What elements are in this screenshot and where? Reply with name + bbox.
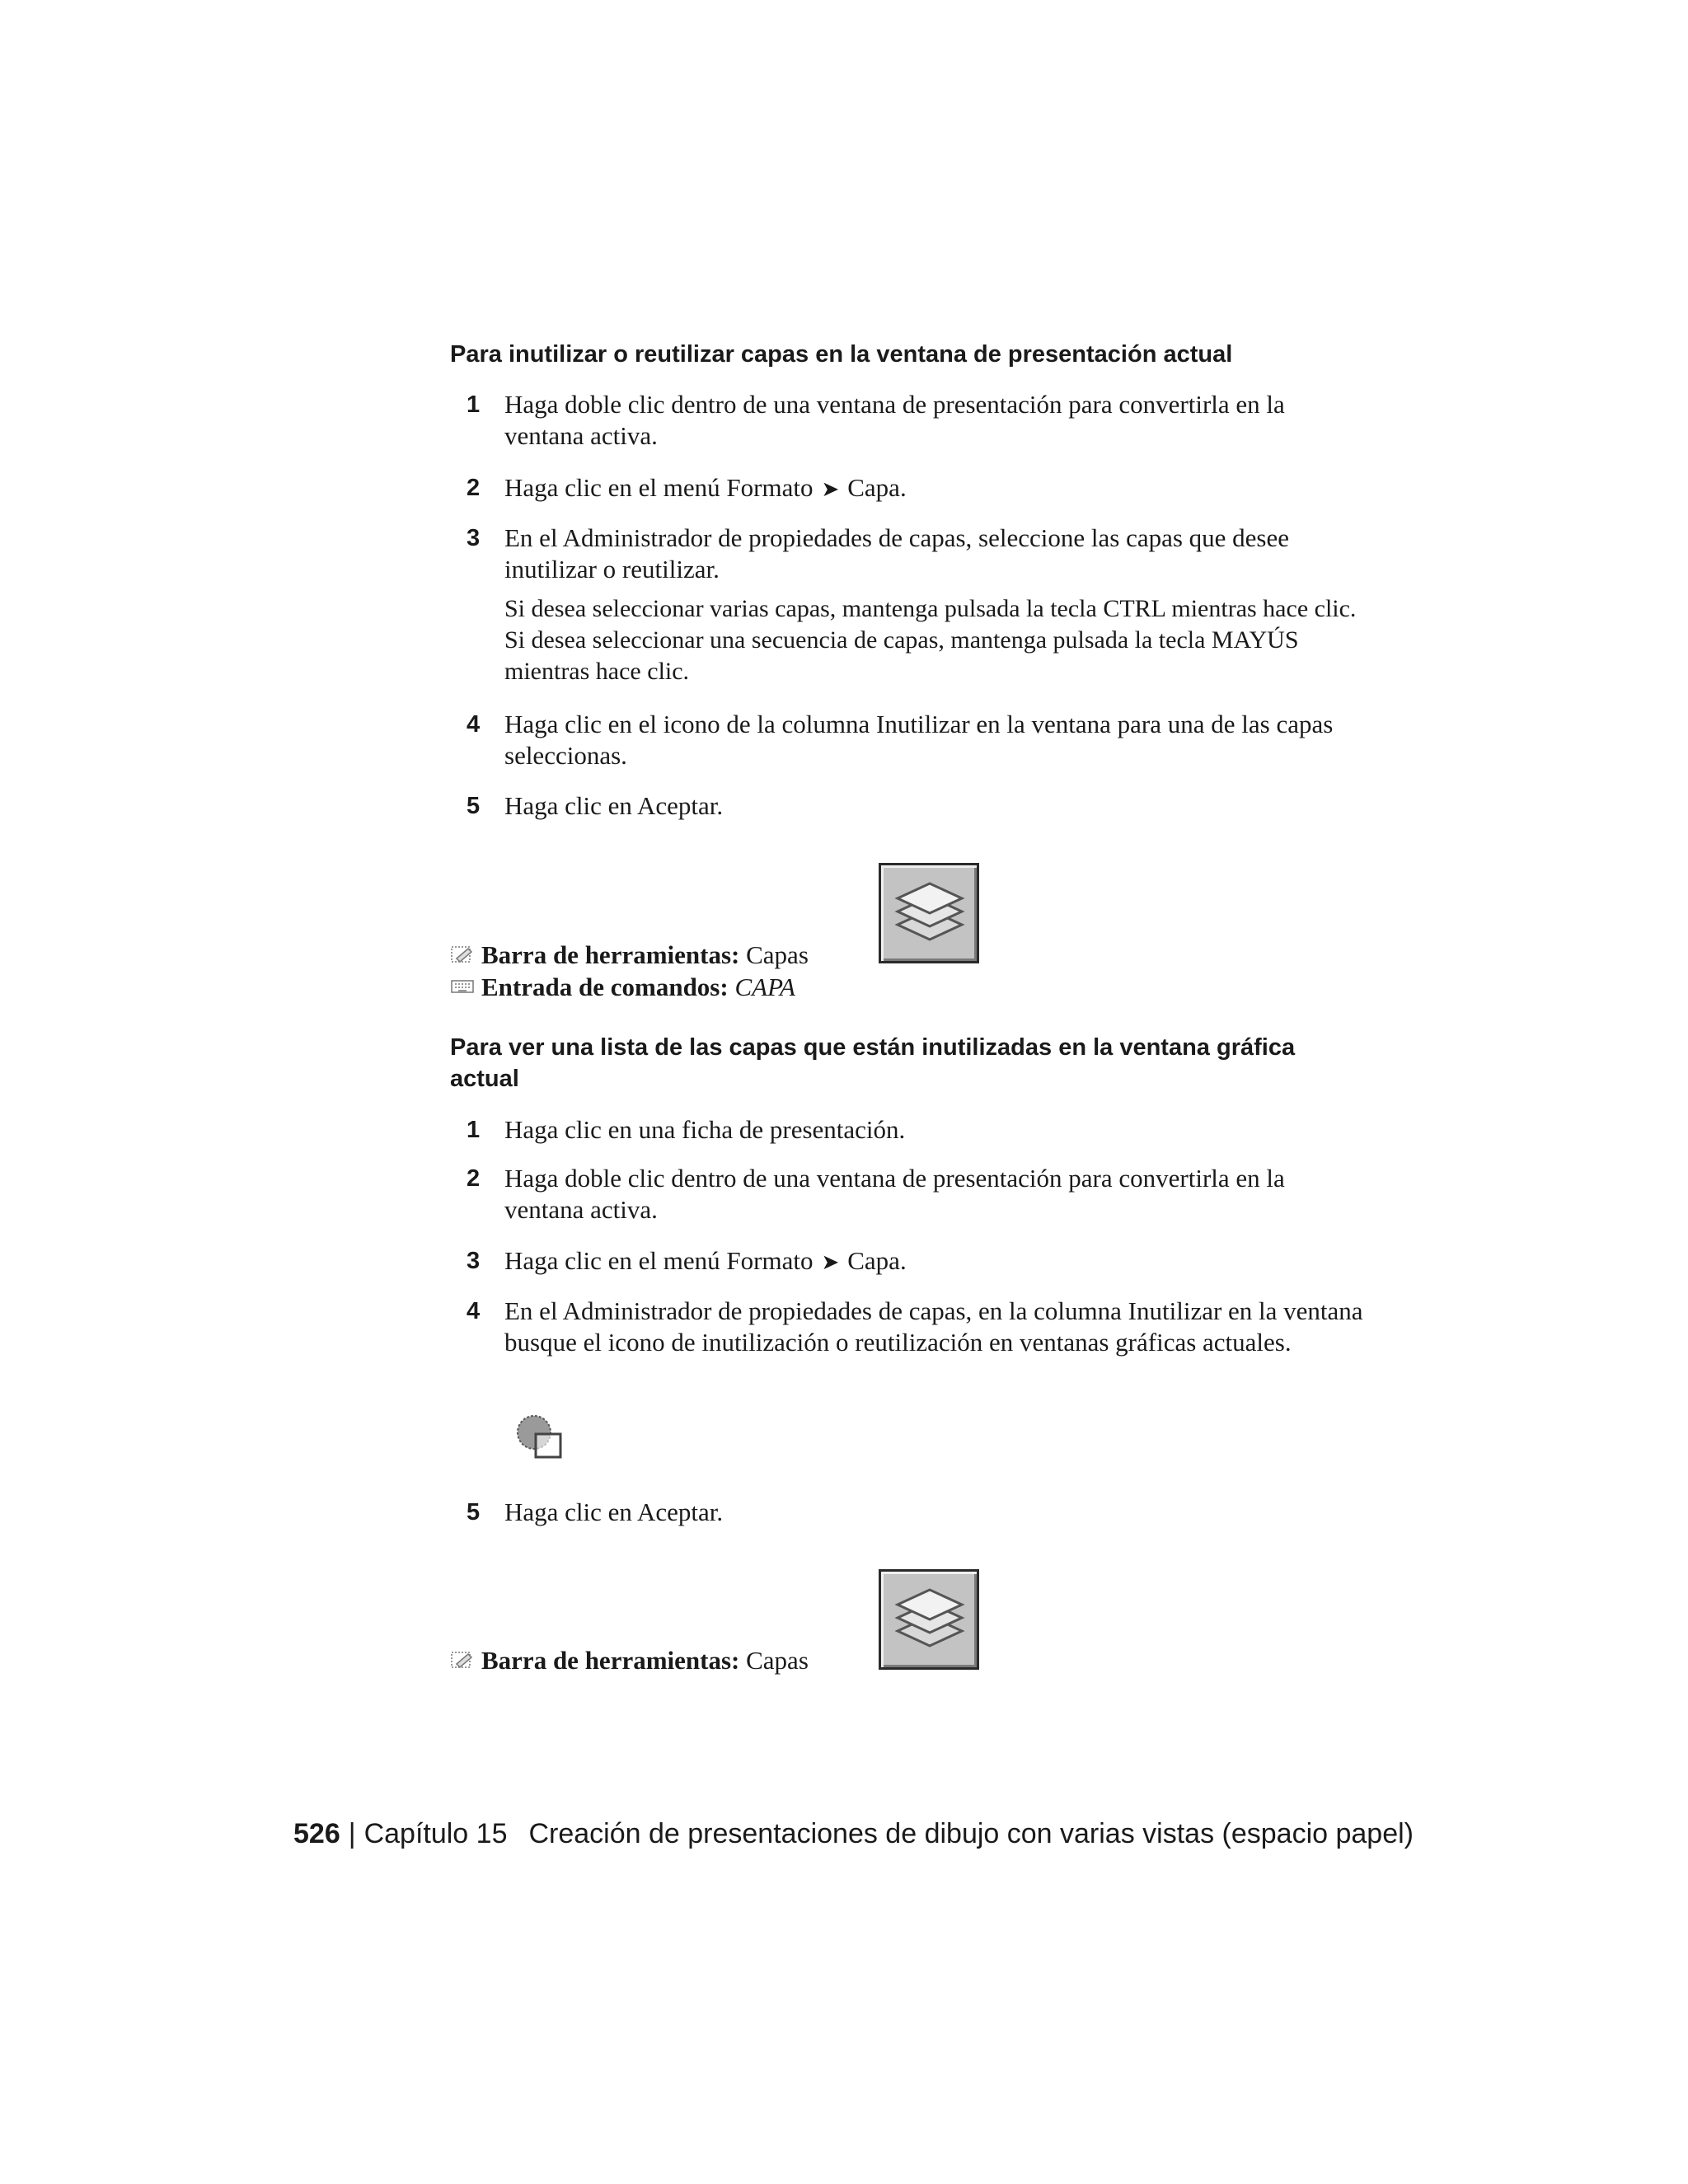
step-text: En el Administrador de propiedades de capas, en la columna Inutilizar en la ventana busque el icono de inutilización o reutilización en ventanas gráficas actuales. bbox=[504, 1296, 1363, 1357]
toolbar-reference-2 bbox=[450, 1645, 809, 1676]
step-text-before: Haga clic en el menú Formato bbox=[504, 1246, 814, 1275]
step-number: 5 bbox=[467, 1499, 481, 1526]
toolbar-icon bbox=[450, 1649, 475, 1671]
footer-separator: | bbox=[348, 1818, 356, 1849]
step-text: En el Administrador de propiedades de capas, seleccione las capas que desee inutilizar o reutilizar. bbox=[504, 523, 1290, 583]
freeze-viewport-icon bbox=[514, 1411, 567, 1462]
step-number: 3 bbox=[467, 525, 481, 551]
step-text: Haga clic en Aceptar. bbox=[504, 791, 724, 820]
toolbar-value: Capas bbox=[746, 1646, 809, 1675]
step-number: 4 bbox=[467, 1298, 481, 1324]
step-number: 1 bbox=[467, 391, 481, 418]
step-text-after: Capa. bbox=[847, 473, 907, 502]
step-number: 2 bbox=[467, 475, 481, 501]
keyboard-icon bbox=[450, 976, 475, 997]
step-text bbox=[504, 472, 1370, 505]
step-text: Haga doble clic dentro de una ventana de presentación para convertirla en la ventana activa. bbox=[504, 1164, 1285, 1224]
step-text: Haga clic en Aceptar. bbox=[504, 1497, 724, 1526]
step-text-after: Capa. bbox=[847, 1246, 907, 1275]
toolbar-reference-1 bbox=[450, 940, 809, 971]
step-text: Haga doble clic dentro de una ventana de presentación para convertirla en la ventana activa. bbox=[504, 390, 1285, 450]
page-footer bbox=[293, 1816, 1414, 1852]
layers-icon bbox=[891, 1583, 968, 1659]
chapter-title: Creación de presentaciones de dibujo con varias vistas (espacio papel) bbox=[528, 1818, 1414, 1849]
step-number: 5 bbox=[467, 793, 481, 819]
page-number: 526 bbox=[293, 1818, 340, 1849]
layers-toolbar-button[interactable] bbox=[879, 863, 979, 963]
toolbar-label: Barra de herramientas: bbox=[481, 1646, 740, 1675]
step-text-before: Haga clic en el menú Formato bbox=[504, 473, 814, 502]
toolbar-value: Capas bbox=[746, 940, 809, 969]
menu-arrow-icon: ➤ bbox=[821, 1250, 840, 1274]
step-number: 4 bbox=[467, 711, 481, 738]
step-number: 2 bbox=[467, 1165, 481, 1192]
toolbar-label: Barra de herramientas: bbox=[481, 940, 740, 969]
step-text bbox=[504, 1245, 1370, 1278]
toolbar-icon bbox=[450, 944, 475, 965]
layers-toolbar-button[interactable] bbox=[879, 1569, 979, 1670]
step-text: Haga clic en el icono de la columna Inutilizar en la ventana para una de las capas seleccionas. bbox=[504, 710, 1334, 770]
command-label: Entrada de comandos: bbox=[481, 972, 729, 1001]
chapter-label: Capítulo 15 bbox=[363, 1818, 508, 1849]
menu-arrow-icon: ➤ bbox=[821, 477, 840, 501]
command-value: CAPA bbox=[734, 972, 795, 1001]
step-number: 3 bbox=[467, 1248, 481, 1274]
step-text: Haga clic en una ficha de presentación. bbox=[504, 1115, 906, 1144]
command-reference bbox=[450, 972, 795, 1003]
step3-note: Si desea seleccionar varias capas, mantenga pulsada la tecla CTRL mientras hace clic. Si desea seleccionar una secuencia de capas, mantenga pulsada la tecla MAYÚS mientras hace clic. bbox=[504, 595, 1357, 685]
step-number: 1 bbox=[467, 1117, 481, 1143]
section1-heading: Para inutilizar o reutilizar capas en la ventana de presentación actual bbox=[450, 341, 1233, 368]
layers-icon bbox=[891, 877, 968, 953]
section2-heading: Para ver una lista de las capas que están inutilizadas en la ventana gráfica actual bbox=[450, 1034, 1296, 1092]
